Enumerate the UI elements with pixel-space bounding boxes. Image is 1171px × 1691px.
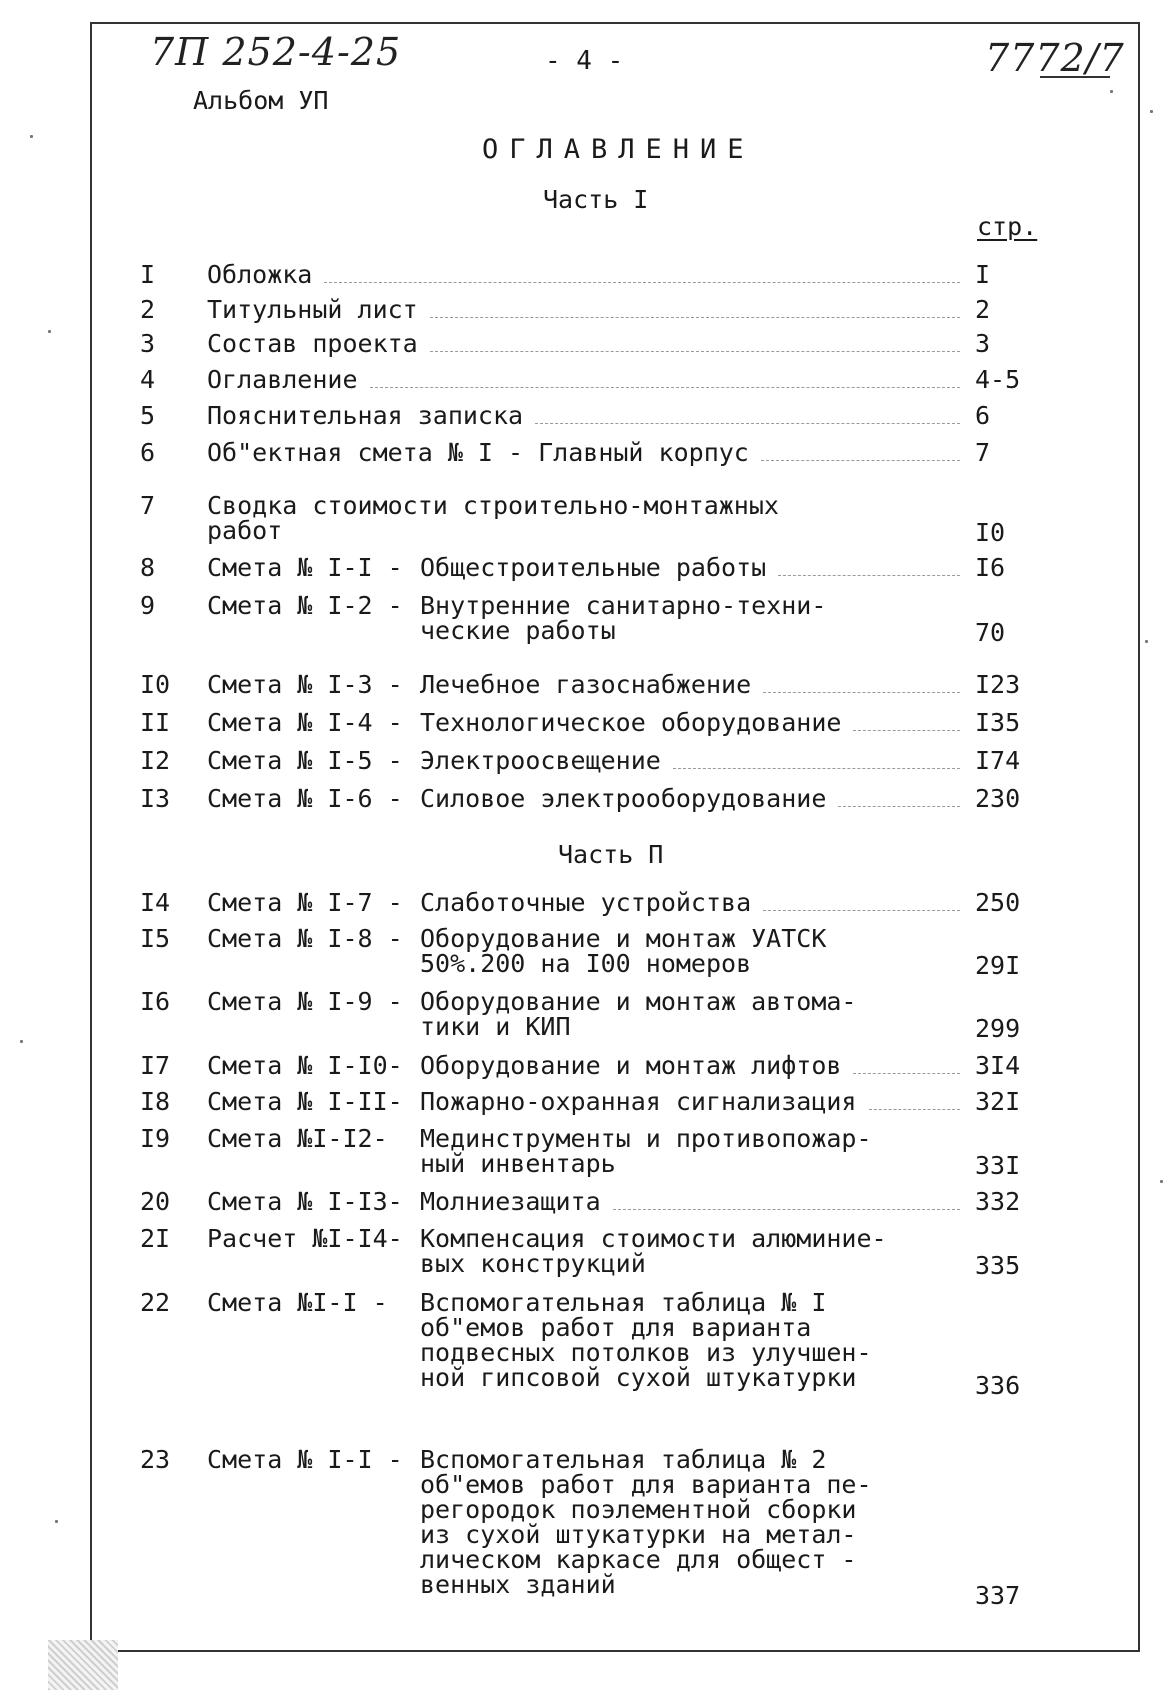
leader-dots — [430, 351, 960, 352]
entry-estimate: Смета №I-I2- — [207, 1124, 388, 1153]
entry-estimate: Смета № I-I - — [207, 553, 403, 582]
entry-number: 2I — [140, 1224, 171, 1253]
entry-title: Слаботочные устройства — [420, 888, 752, 917]
entry-estimate: Смета № I-I - — [207, 1445, 403, 1474]
entry-number: 4 — [140, 365, 156, 394]
entry-title: Лечебное газоснабжение — [420, 670, 752, 699]
entry-estimate: Смета № I-2 - — [207, 591, 403, 620]
entry-estimate: Смета № I-6 - — [207, 784, 403, 813]
torn-corner-texture — [48, 1640, 118, 1690]
entry-number: 23 — [140, 1445, 171, 1474]
entry-title: Сводка стоимости строительно-монтажных работ — [207, 491, 779, 545]
entry-estimate: Смета № I-II- — [207, 1087, 403, 1116]
leader-dots — [763, 692, 960, 693]
entry-title: Оборудование и монтаж автома- тики и КИП — [420, 987, 857, 1041]
print-speck — [1110, 90, 1113, 93]
entry-number: 20 — [140, 1187, 171, 1216]
entry-page: 336 — [975, 1371, 1021, 1400]
print-speck — [1150, 110, 1153, 113]
entry-number: I9 — [140, 1124, 171, 1153]
entry-number: I — [140, 260, 156, 289]
page-number: - 4 - — [545, 46, 624, 76]
entry-estimate: Смета № I-5 - — [207, 746, 403, 775]
entry-number: I5 — [140, 924, 171, 953]
print-speck — [48, 330, 51, 333]
entry-number: I3 — [140, 784, 171, 813]
entry-page: 3I4 — [975, 1051, 1021, 1080]
entry-estimate: Смета № I-4 - — [207, 708, 403, 737]
entry-page: 250 — [975, 888, 1021, 917]
entry-page: 3 — [975, 329, 991, 358]
entry-title: Оглавление — [207, 365, 358, 394]
entry-number: I4 — [140, 888, 171, 917]
entry-page: 337 — [975, 1581, 1021, 1610]
entry-number: 7 — [140, 491, 156, 520]
leader-dots — [763, 910, 960, 911]
entry-page: 70 — [975, 618, 1006, 647]
entry-title: Обложка — [207, 260, 313, 289]
document-code: 7П 252-4-25 — [150, 30, 402, 74]
entry-title: Технологическое оборудование — [420, 708, 842, 737]
entry-number: I2 — [140, 746, 171, 775]
entry-page: 332 — [975, 1187, 1021, 1216]
entry-title: Состав проекта — [207, 329, 418, 358]
entry-estimate: Смета №I-I - — [207, 1288, 388, 1317]
entry-page: I0 — [975, 518, 1006, 547]
page-column-label: стр. — [977, 212, 1038, 241]
entry-page: 32I — [975, 1087, 1021, 1116]
leader-dots — [853, 730, 960, 731]
entry-title: Компенсация стоимости алюминие- вых конструкций — [420, 1224, 887, 1278]
leader-dots — [673, 768, 960, 769]
entry-number: I0 — [140, 670, 171, 699]
entry-number: 3 — [140, 329, 156, 358]
leader-dots — [869, 1109, 960, 1110]
album-label: Альбом УП — [193, 86, 329, 115]
entry-page: I35 — [975, 708, 1021, 737]
entry-estimate: Смета № I-8 - — [207, 924, 403, 953]
entry-title: Вспомогательная таблица № I об"емов работ для варианта подвесных потолков из улучшен- ной гипсовой сухой штукатурки — [420, 1288, 872, 1392]
part-2-heading: Часть П — [558, 840, 664, 869]
entry-number: 6 — [140, 438, 156, 467]
entry-title: Об"ектная смета № I - Главный корпус — [207, 438, 749, 467]
entry-number: 8 — [140, 553, 156, 582]
entry-title: Оборудование и монтаж лифтов — [420, 1051, 842, 1080]
entry-page: 6 — [975, 401, 991, 430]
entry-title: Электроосвещение — [420, 746, 661, 775]
entry-number: I8 — [140, 1087, 171, 1116]
entry-title: Пожарно-охранная сигнализация — [420, 1087, 857, 1116]
entry-page: 7 — [975, 438, 991, 467]
leader-dots — [430, 317, 960, 318]
entry-title: Внутренние санитарно-техни- ческие работы — [420, 591, 827, 645]
entry-page: I74 — [975, 746, 1021, 775]
entry-page: I23 — [975, 670, 1021, 699]
print-speck — [1160, 1180, 1163, 1183]
leader-dots — [613, 1209, 960, 1210]
entry-page: 335 — [975, 1251, 1021, 1280]
entry-title: Пояснительная записка — [207, 401, 524, 430]
entry-number: 2 — [140, 295, 156, 324]
entry-title: Вспомогательная таблица № 2 об"емов работ для варианта пе- регородок поэлементной сборки из сухой штукатурки на метал- лическом каркасе для общест - венных зданий — [420, 1445, 872, 1599]
entry-number: 9 — [140, 591, 156, 620]
entry-number: 22 — [140, 1288, 171, 1317]
entry-title: Титульный лист — [207, 295, 418, 324]
entry-page: I — [975, 260, 991, 289]
leader-dots — [761, 460, 960, 461]
print-speck — [1145, 640, 1148, 643]
leader-dots — [535, 423, 960, 424]
entry-title: Мединструменты и противопожар- ный инвентарь — [420, 1124, 872, 1178]
sheet-code-underline — [1040, 76, 1110, 78]
entry-number: I7 — [140, 1051, 171, 1080]
entry-title: Силовое электрооборудование — [420, 784, 827, 813]
entry-estimate: Смета № I-I3- — [207, 1187, 403, 1216]
entry-estimate: Смета № I-3 - — [207, 670, 403, 699]
entry-estimate: Смета № I-9 - — [207, 987, 403, 1016]
print-speck — [30, 135, 33, 138]
leader-dots — [370, 387, 960, 388]
entry-number: 5 — [140, 401, 156, 430]
entry-page: I6 — [975, 553, 1006, 582]
sheet-code: 7772/7 — [985, 36, 1125, 80]
entry-title: Молниезащита — [420, 1187, 601, 1216]
entry-title: Общестроительные работы — [420, 553, 767, 582]
toc-title: ОГЛАВЛЕНИЕ — [482, 134, 755, 165]
entry-page: 230 — [975, 784, 1021, 813]
leader-dots — [853, 1073, 960, 1074]
entry-title: Оборудование и монтаж УАТСК 50%.200 на I00 номеров — [420, 924, 827, 978]
entry-page: 2 — [975, 295, 991, 324]
entry-page: 33I — [975, 1151, 1021, 1180]
leader-dots — [324, 282, 960, 283]
entry-page: 29I — [975, 951, 1021, 980]
entry-number: I6 — [140, 987, 171, 1016]
leader-dots — [778, 575, 960, 576]
entry-estimate: Расчет №I-I4- — [207, 1224, 403, 1253]
entry-number: II — [140, 708, 171, 737]
entry-page: 4-5 — [975, 365, 1021, 394]
leader-dots — [838, 806, 960, 807]
entry-estimate: Смета № I-7 - — [207, 888, 403, 917]
entry-estimate: Смета № I-I0- — [207, 1051, 403, 1080]
entry-page: 299 — [975, 1014, 1021, 1043]
part-1-heading: Часть I — [543, 185, 649, 214]
print-speck — [20, 1040, 23, 1043]
print-speck — [55, 1520, 58, 1523]
